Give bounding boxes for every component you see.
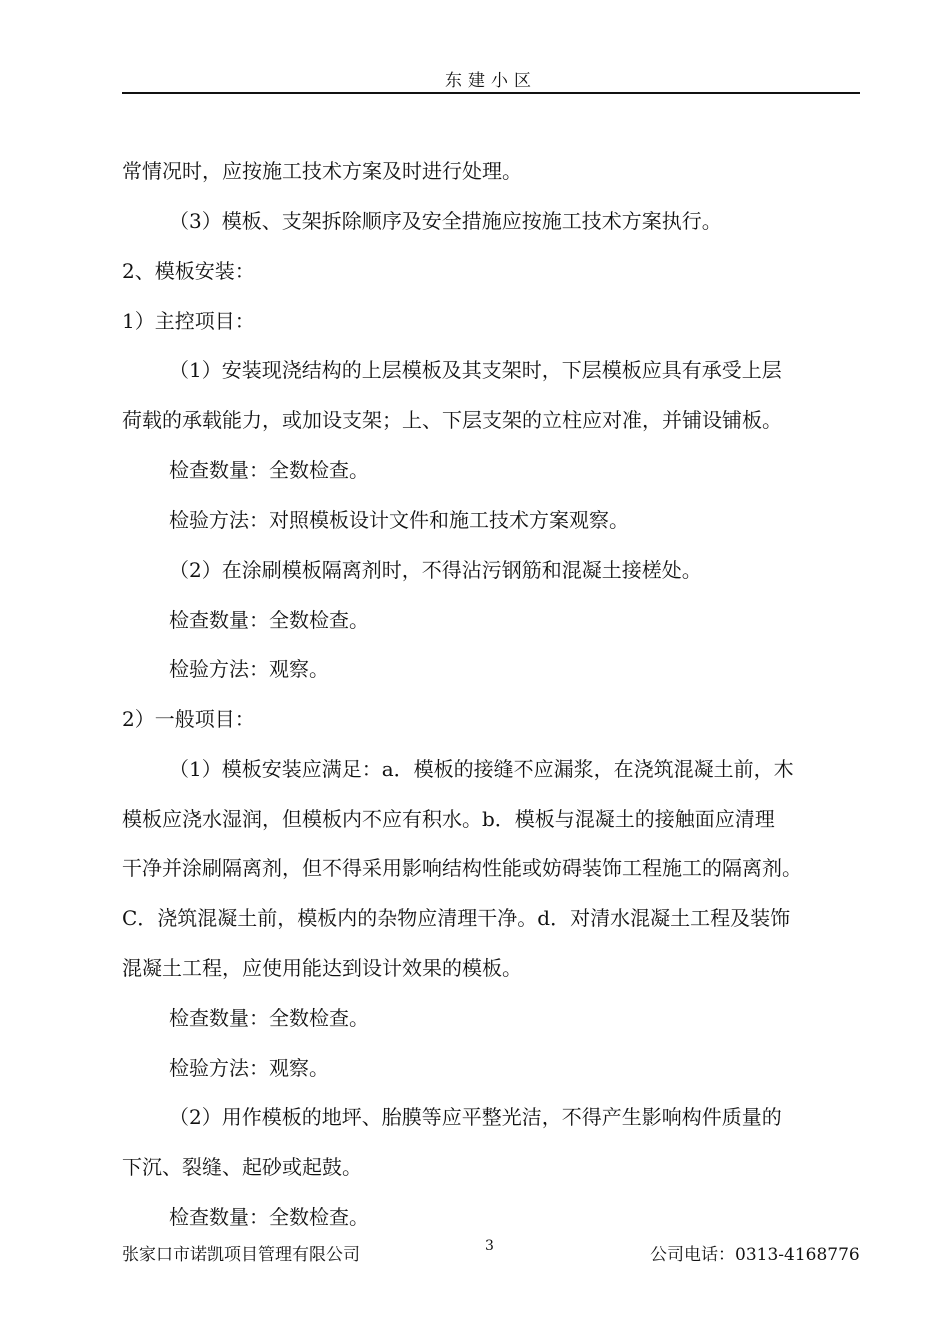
page-header-title: 东建小区 <box>445 71 537 91</box>
body-line: C．浇筑混凝土前，模板内的杂物应清理干净。d．对清水混凝土工程及装饰 <box>122 906 791 930</box>
body-line: 混凝土工程，应使用能达到设计效果的模板。 <box>122 956 522 980</box>
body-line: （3）模板、支架拆除顺序及安全措施应按施工技术方案执行。 <box>169 209 722 233</box>
body-line: 下沉、裂缝、起砂或起鼓。 <box>122 1155 362 1179</box>
subsection-heading: 1）主控项目： <box>122 309 255 333</box>
body-line: （1）安装现浇结构的上层模板及其支架时，下层模板应具有承受上层 <box>169 358 782 382</box>
section-heading: 2、模板安装： <box>122 259 255 283</box>
body-line: 检查数量：全数检查。 <box>169 458 369 482</box>
body-line: 检查数量：全数检查。 <box>169 1006 369 1030</box>
body-line: 模板应浇水湿润，但模板内不应有积水。b．模板与混凝土的接触面应清理 <box>122 807 775 831</box>
body-line: （2）在涂刷模板隔离剂时，不得沾污钢筋和混凝土接槎处。 <box>169 558 702 582</box>
body-line: 检验方法：观察。 <box>169 657 329 681</box>
body-line: （2）用作模板的地坪、胎膜等应平整光洁，不得产生影响构件质量的 <box>169 1105 782 1129</box>
body-line: （1）模板安装应满足：a．模板的接缝不应漏浆，在浇筑混凝土前，木 <box>169 757 794 781</box>
footer-page-number: 3 <box>485 1238 494 1254</box>
subsection-heading: 2）一般项目： <box>122 707 255 731</box>
body-line: 检查数量：全数检查。 <box>169 1205 369 1229</box>
footer-company: 张家口市诺凯项目管理有限公司 <box>122 1245 360 1265</box>
body-line: 荷载的承载能力，或加设支架；上、下层支架的立柱应对准，并铺设铺板。 <box>122 408 782 432</box>
footer-phone: 公司电话：0313-4168776 <box>650 1245 860 1265</box>
header-divider <box>122 92 860 94</box>
body-line: 常情况时，应按施工技术方案及时进行处理。 <box>122 159 522 183</box>
body-line: 检验方法：观察。 <box>169 1056 329 1080</box>
body-line: 检查数量：全数检查。 <box>169 608 369 632</box>
body-line: 检验方法：对照模板设计文件和施工技术方案观察。 <box>169 508 629 532</box>
body-line: 干净并涂刷隔离剂，但不得采用影响结构性能或妨碍装饰工程施工的隔离剂。 <box>122 856 802 880</box>
